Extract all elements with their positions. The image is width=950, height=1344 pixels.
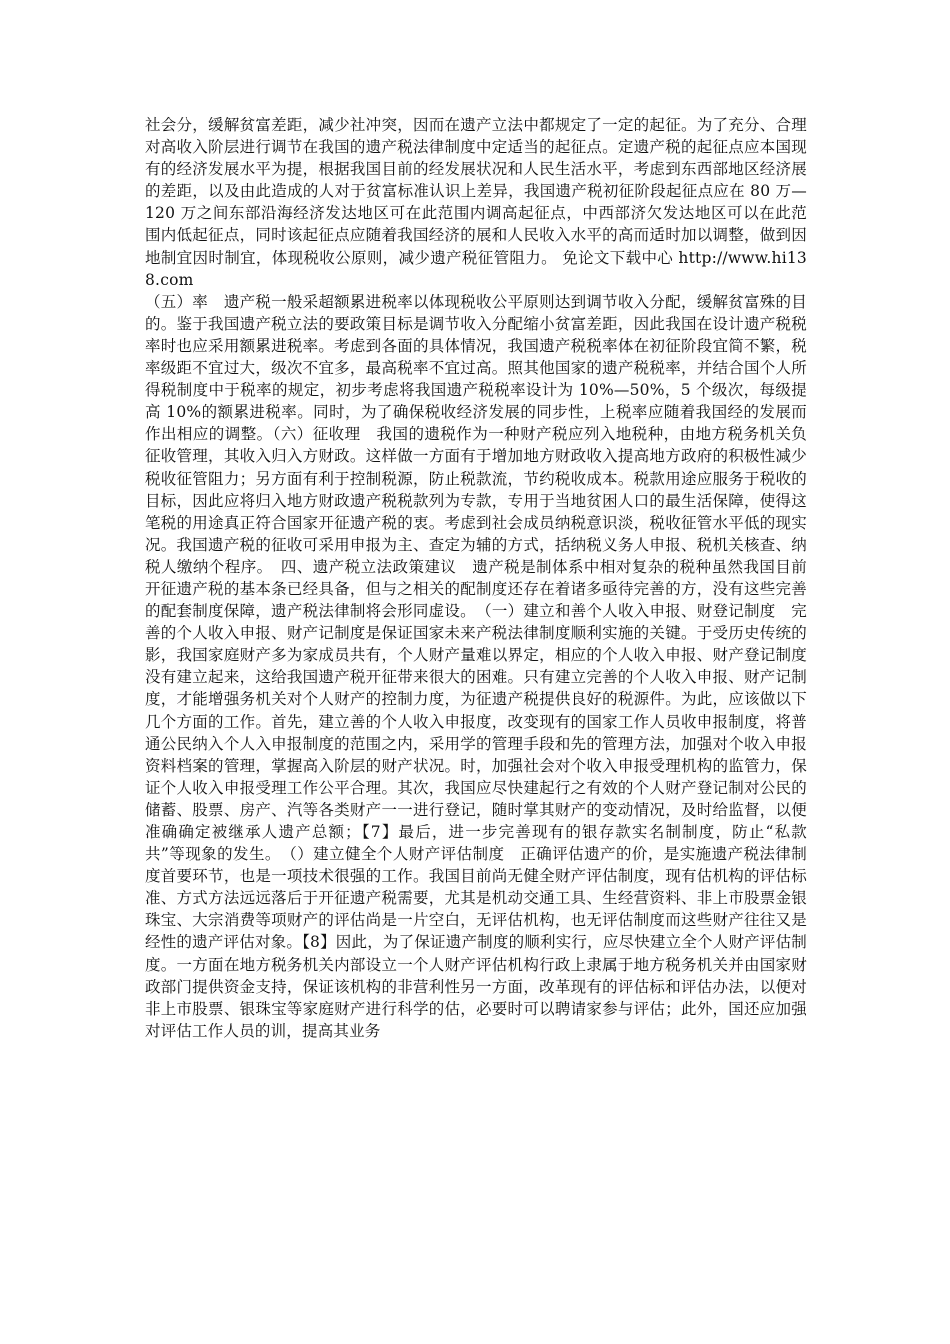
paragraph-inheritance-tax-threshold: 社会分，缓解贫富差距，减少社冲突，因而在遗产立法中都规定了一定的起征。为了充分、合理对高收入阶层进行调节在我国的遗产税法律制度中定适当的起征点。定遗产税的起征点应本国现有的经济发展水平为提，根据我国目前的经发展状况和人民生活水平，考虑到东西部地区经济展的差距，以及由此造成的人对于贫富标准认识上差异，我国遗产税初征阶段起征点应在 80 万—120 万之间东部沿海经济发达地区可在此范围内调高起征点，中西部济欠发达地区可以在此范围内低起征点，同时该起征点应随着我国经济的展和人民收入水平的高而适时加以调整，做到因地制宜因时制宜，体现税收公原则，减少遗产税征管阻力。 免论文下载中心 http://www.hi138.com <box>145 116 807 289</box>
document-page <box>145 114 807 1042</box>
paragraph-tax-rate-and-policy: （五）率 遗产税一般采超额累进税率以体现税收公平原则达到调节收入分配，缓解贫富殊的目的。鉴于我国遗产税立法的要政策目标是调节收入分配缩小贫富差距，因此我国在设计遗产税税率时也应采用额累进税率。考虑到各面的具体情况，我国遗产税税率体在初征阶段宜简不繁，税率级距不宜过大，级次不宜多，最高税率不宜过高。照其他国家的遗产税税率，并结合国个人所得税制度中于税率的规定，初步考虑将我国遗产税税率设计为 10%—50%，5 个级次，每级提高 10%的额累进税率。同时，为了确保税收经济发展的同步性，上税率应随着我国经的发展而作出相应的调整。（六）征收理 我国的遗税作为一种财产税应列入地税种，由地方税务机关负征收管理，其收入归入方财政。这样做一方面有于增加地方财政收入提高地方政府的积极性减少税收征管阻力；另方面有利于控制税源，防止税款流，节约税收成本。税款用途应服务于税收的目标，因此应将归入地方财政遗产税税款列为专款，专用于当地贫困人口的最生活保障，使得这笔税的用途真正符合国家开征遗产税的衷。考虑到社会成员纳税意识淡，税收征管水平低的现实况。我国遗产税的征收可采用申报为主、查定为辅的方式，括纳税义务人申报、税机关核查、纳税人缴纳个程序。 四、遗产税立法政策建议 遗产税是制体系中相对复杂的税种虽然我国目前开征遗产税的基本条已经具备，但与之相关的配制度还存在着诸多亟待完善的方，没有这些完善的配套制度保障，遗产税法律制将会形同虚设。 （一）建立和善个人收入申报、财登记制度 完善的个人收入申报、财产记制度是保证国家未来产税法律制度顺利实施的关键。于受历史传统的影，我国家庭财产多为家成员共有，个人财产量难以界定，相应的个人收入申报、财产登记制度没有建立起来，这给我国遗产税开征带来很大的困难。只有建立完善的个人收入申报、财产记制度，才能增强务机关对个人财产的控制力度，为征遗产税提供良好的税源件。为此，应该做以下几个方面的工作。首先，建立善的个人收入申报度，改变现有的国家工作人员收申报制度，将普通公民纳入个人入申报制度的范围之内，采用学的管理手段和先的管理方法，加强对个收入申报资料档案的管理，掌握高入阶层的财产状况。时，加强社会对个收入申报受理机构的监管力，保证个人收入申报受理工作公平合理。其次，我国应尽快建起行之有效的个人财产登记制对公民的储蓄、股票、房产、汽等各类财产一一进行登记，随时掌其财产的变动情况，及时给监督，以便准确确定被继承人遗产总额；【7】最后，进一步完善现有的银存款实名制制度，防止“私款共”等现象的发生。 （）建立健全个人财产评估制度 正确评估遗产的价，是实施遗产税法律制度首要环节，也是一项技术很强的工作。我国目前尚无健全财产评估制度，现有估机构的评估标准、方式方法远远落后于开征遗产税需要，尤其是机动交通工具、生经营资料、非上市股票金银珠宝、大宗消费等项财产的评估尚是一片空白，无评估机构，也无评估制度而这些财产往往又是经性的遗产评估对象。【8】因此，为了保证遗产制度的顺利实行，应尽快建立全个人财产评估制度。一方面在地方税务机关内部设立一个人财产评估机构行政上隶属于地方税务机关并由国家财政部门提供资金支持，保证该机构的非营利性另一方面，改革现有的评估标和评估办法，以便对非上市股票、银珠宝等家庭财产进行科学的估，必要时可以聘请家参与评估；此外，国还应加强对评估工作人员的训，提高其业务 <box>145 292 807 1040</box>
